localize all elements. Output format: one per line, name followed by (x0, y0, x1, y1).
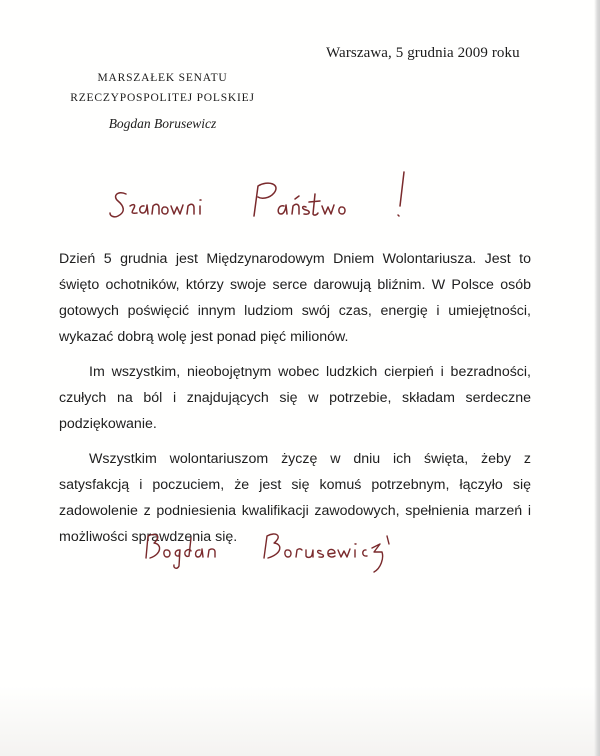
paragraph-2: Im wszystkim, nieobojętnym wobec ludzkich cierpień i bezradności, czułych na ból i znajdujących się w potrzebie, składam serdeczne podziękowanie. (59, 364, 531, 432)
signature-ink-drawing (136, 528, 396, 576)
paragraph-3: Wszystkim wolontariuszom życzę w dniu ich święta, żeby z satysfakcją i poczuciem, że jest się komuś potrzebnym, łączyło się zadowolenie z podniesienia kwalifikacji zawodowych, spełnienia marzeń i możliwości sprawdzenia się. (59, 451, 531, 545)
paragraph-1: Dzień 5 grudnia jest Międzynarodowym Dniem Wolontariusza. Jest to święto ochotników, którzy swoje serce darowują bliźnim. W Polsce osób gotowych poświęcić innym ludziom swój czas, energię i umiejętności, wykazać dobrą wolę jest ponad pięć milionów. (59, 251, 531, 345)
salutation-ink-drawing (106, 168, 426, 234)
letterhead-title-line1: MARSZAŁEK SENATU (97, 72, 228, 84)
letterhead-name: Bogdan Borusewicz (108, 116, 217, 131)
handwritten-signature (136, 528, 396, 576)
letterhead (40, 68, 285, 134)
letter-body (59, 246, 531, 559)
paper-shade (0, 686, 600, 756)
letter-date: Warszawa, 5 grudnia 2009 roku (326, 45, 520, 61)
handwritten-salutation (106, 168, 426, 234)
scan-edge (594, 0, 600, 756)
letterhead-title-line2: RZECZYPOSPOLITEJ POLSKIEJ (70, 92, 255, 104)
